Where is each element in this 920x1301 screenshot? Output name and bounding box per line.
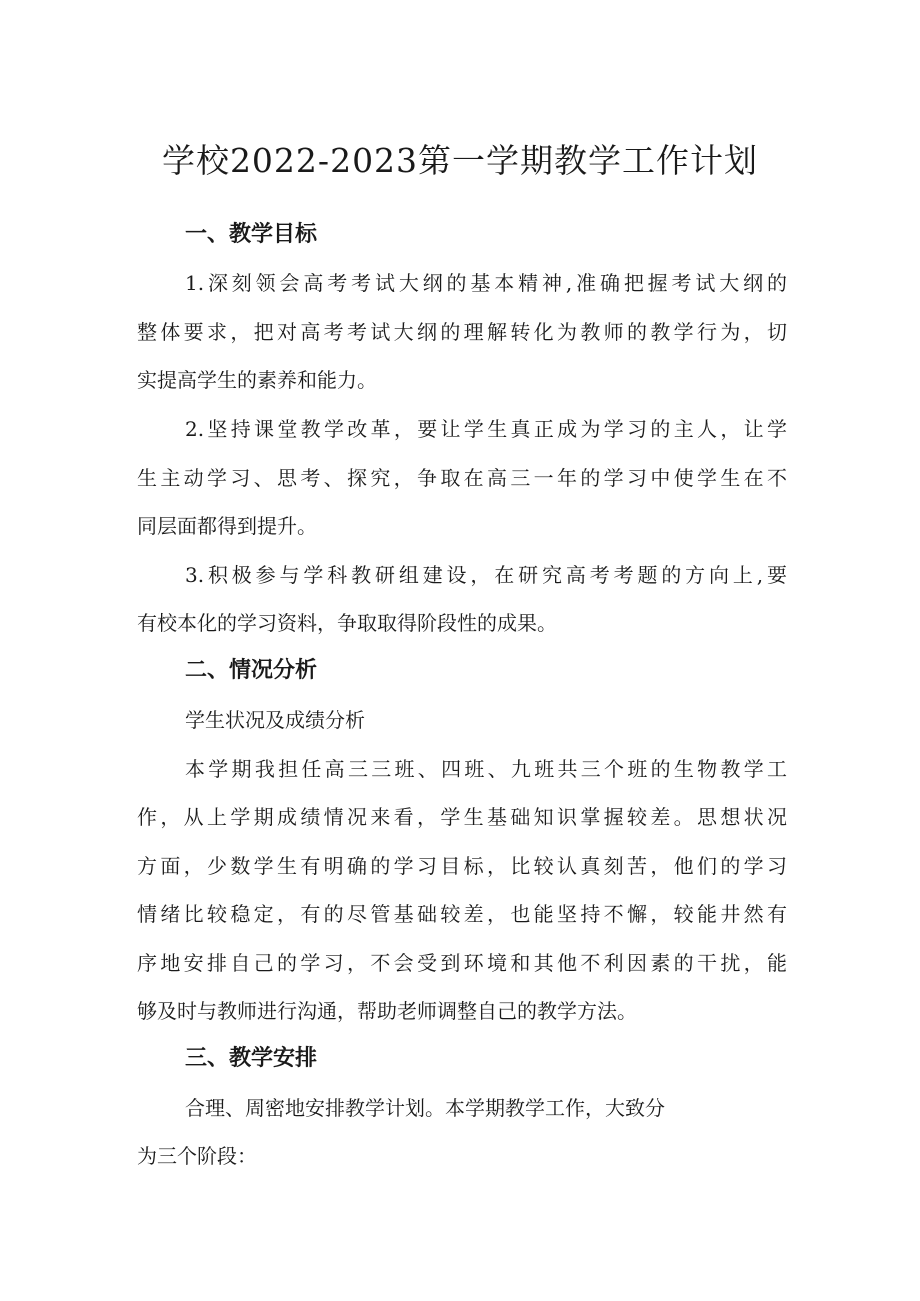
paragraph-line: 方面，少数学生有明确的学习目标，比较认真刻苦，他们的学习 [137,854,787,878]
paragraph-line: 作，从上学期成绩情况来看，学生基础知识掌握较差。思想状况 [137,805,787,829]
section-heading-arrangement: 三、教学安排 [185,1046,318,1071]
section-heading-analysis: 二、情况分析 [185,658,318,683]
document-title: 学校2022-2023第一学期教学工作计划 [161,141,759,180]
paragraph-line: 1.深刻领会高考考试大纲的基本精神,准确把握考试大纲的 [185,271,787,295]
paragraph-line: 情绪比较稳定，有的尽管基础较差，也能坚持不懈，较能井然有 [137,902,787,926]
subheading: 学生状况及成绩分析 [185,708,365,732]
paragraph-line: 为三个阶段： [137,1144,257,1168]
paragraph-line: 2.坚持课堂教学改革，要让学生真正成为学习的主人，让学 [185,417,787,441]
paragraph-line: 有校本化的学习资料，争取取得阶段性的成果。 [137,611,557,635]
paragraph-line: 够及时与教师进行沟通，帮助老师调整自己的教学方法。 [137,999,637,1023]
paragraph-line: 同层面都得到提升。 [137,514,317,538]
paragraph-line: 实提高学生的素养和能力。 [137,368,377,392]
paragraph-line: 合理、周密地安排教学计划。本学期教学工作，大致分 [185,1096,665,1120]
paragraph-line: 3.积极参与学科教研组建设，在研究高考考题的方向上,要 [185,563,787,587]
paragraph-line: 生主动学习、思考、探究，争取在高三一年的学习中使学生在不 [137,466,787,490]
paragraph-line: 整体要求，把对高考考试大纲的理解转化为教师的教学行为，切 [137,320,787,344]
paragraph-line: 序地安排自己的学习，不会受到环境和其他不利因素的干扰，能 [137,951,787,975]
paragraph-line: 本学期我担任高三三班、四班、九班共三个班的生物教学工 [185,757,787,781]
section-heading-goals: 一、教学目标 [185,222,318,247]
